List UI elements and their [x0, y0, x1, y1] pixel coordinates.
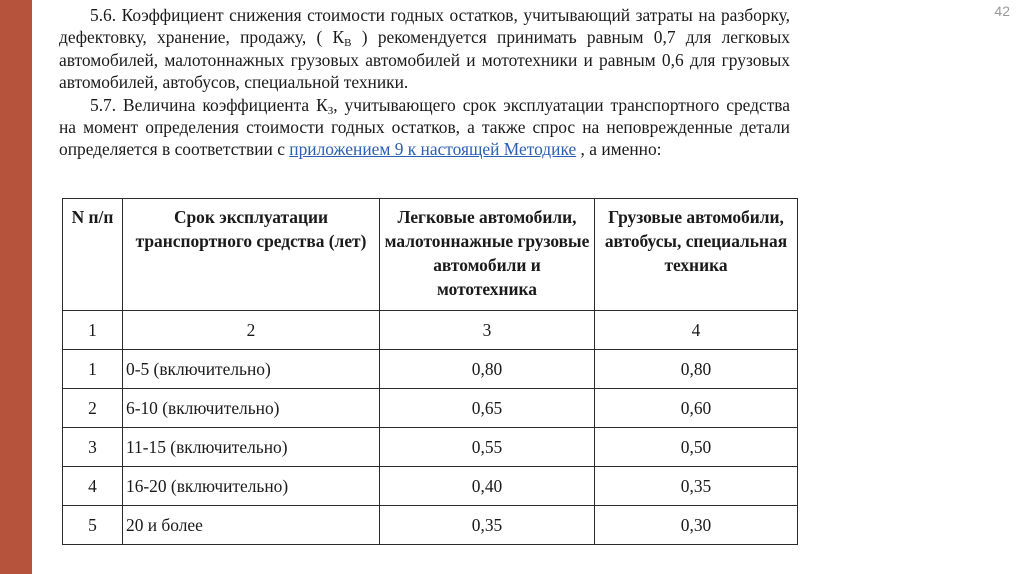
text-block [59, 4, 790, 161]
col-cars-cell: 3 [380, 311, 595, 350]
page-number: 42 [994, 3, 1010, 19]
col-term-cell: 16-20 (включительно) [123, 467, 380, 506]
col-trucks-cell: 0,30 [595, 506, 798, 545]
col-number-cell: 1 [63, 350, 123, 389]
col-number-cell: 2 [63, 389, 123, 428]
col-cars-cell: 0,80 [380, 350, 595, 389]
k-subscript: З [327, 104, 334, 117]
col-trucks-cell: 0,80 [595, 350, 798, 389]
col-number-cell: 1 [63, 311, 123, 350]
col-cars-cell: 0,35 [380, 506, 595, 545]
table-body [63, 311, 798, 545]
col-cars-cell: 0,40 [380, 467, 595, 506]
table-row [63, 467, 798, 506]
paragraph-5-6 [59, 4, 790, 94]
table-row [63, 428, 798, 467]
paragraph-5-7-text-end: , а именно: [576, 139, 662, 160]
paragraph-5-7 [59, 94, 790, 161]
table-row [63, 350, 798, 389]
table-header-row [63, 199, 798, 311]
appendix-link[interactable]: приложением 9 к настоящей Методике [289, 139, 577, 160]
k-subscript: В [344, 37, 352, 50]
col-number-cell: 5 [63, 506, 123, 545]
paragraph-5-6-text: 5.6. Коэффициент снижения стоимости годных остатков, учитывающий затраты на разборку, дефектовку, хранение, продажу, ( К [59, 5, 790, 48]
paragraph-5-6-text-end: ) рекомендуется принимать равным 0,7 для легковых автомобилей, малотоннажных грузовых автомобилей и мототехники и равным 0,6 для грузовых автомобилей, автобусов, специальной техники. [59, 27, 790, 93]
col-header-trucks: Грузовые автомобили, автобусы, специальная техника [595, 199, 798, 311]
col-term-cell: 6-10 (включительно) [123, 389, 380, 428]
col-cars-cell: 0,55 [380, 428, 595, 467]
col-header-term: Срок эксплуатации транспортного средства (лет) [123, 199, 380, 311]
table-row [63, 506, 798, 545]
col-term-cell: 20 и более [123, 506, 380, 545]
col-trucks-cell: 0,50 [595, 428, 798, 467]
coefficient-table [62, 198, 798, 545]
paragraph-5-7-text: 5.7. Величина коэффициента К [90, 94, 328, 115]
col-term-cell: 11-15 (включительно) [123, 428, 380, 467]
table-row [63, 311, 798, 350]
table-row [63, 389, 798, 428]
col-trucks-cell: 0,60 [595, 389, 798, 428]
paragraph-5-7-text-mid: , учитывающего срок эксплуатации транспортного средства на момент определения стоимости годных остатков, а также спрос на неповрежденные детали определяется в соответствии с [59, 94, 791, 160]
col-header-number: N п/п [63, 199, 123, 311]
col-trucks-cell: 0,35 [595, 467, 798, 506]
accent-bar [0, 0, 32, 574]
col-number-cell: 3 [63, 428, 123, 467]
col-term-cell: 0-5 (включительно) [123, 350, 380, 389]
col-trucks-cell: 4 [595, 311, 798, 350]
col-cars-cell: 0,65 [380, 389, 595, 428]
col-number-cell: 4 [63, 467, 123, 506]
col-header-cars: Легковые автомобили, малотоннажные грузовые автомобили и мототехника [380, 199, 595, 311]
col-term-cell: 2 [123, 311, 380, 350]
